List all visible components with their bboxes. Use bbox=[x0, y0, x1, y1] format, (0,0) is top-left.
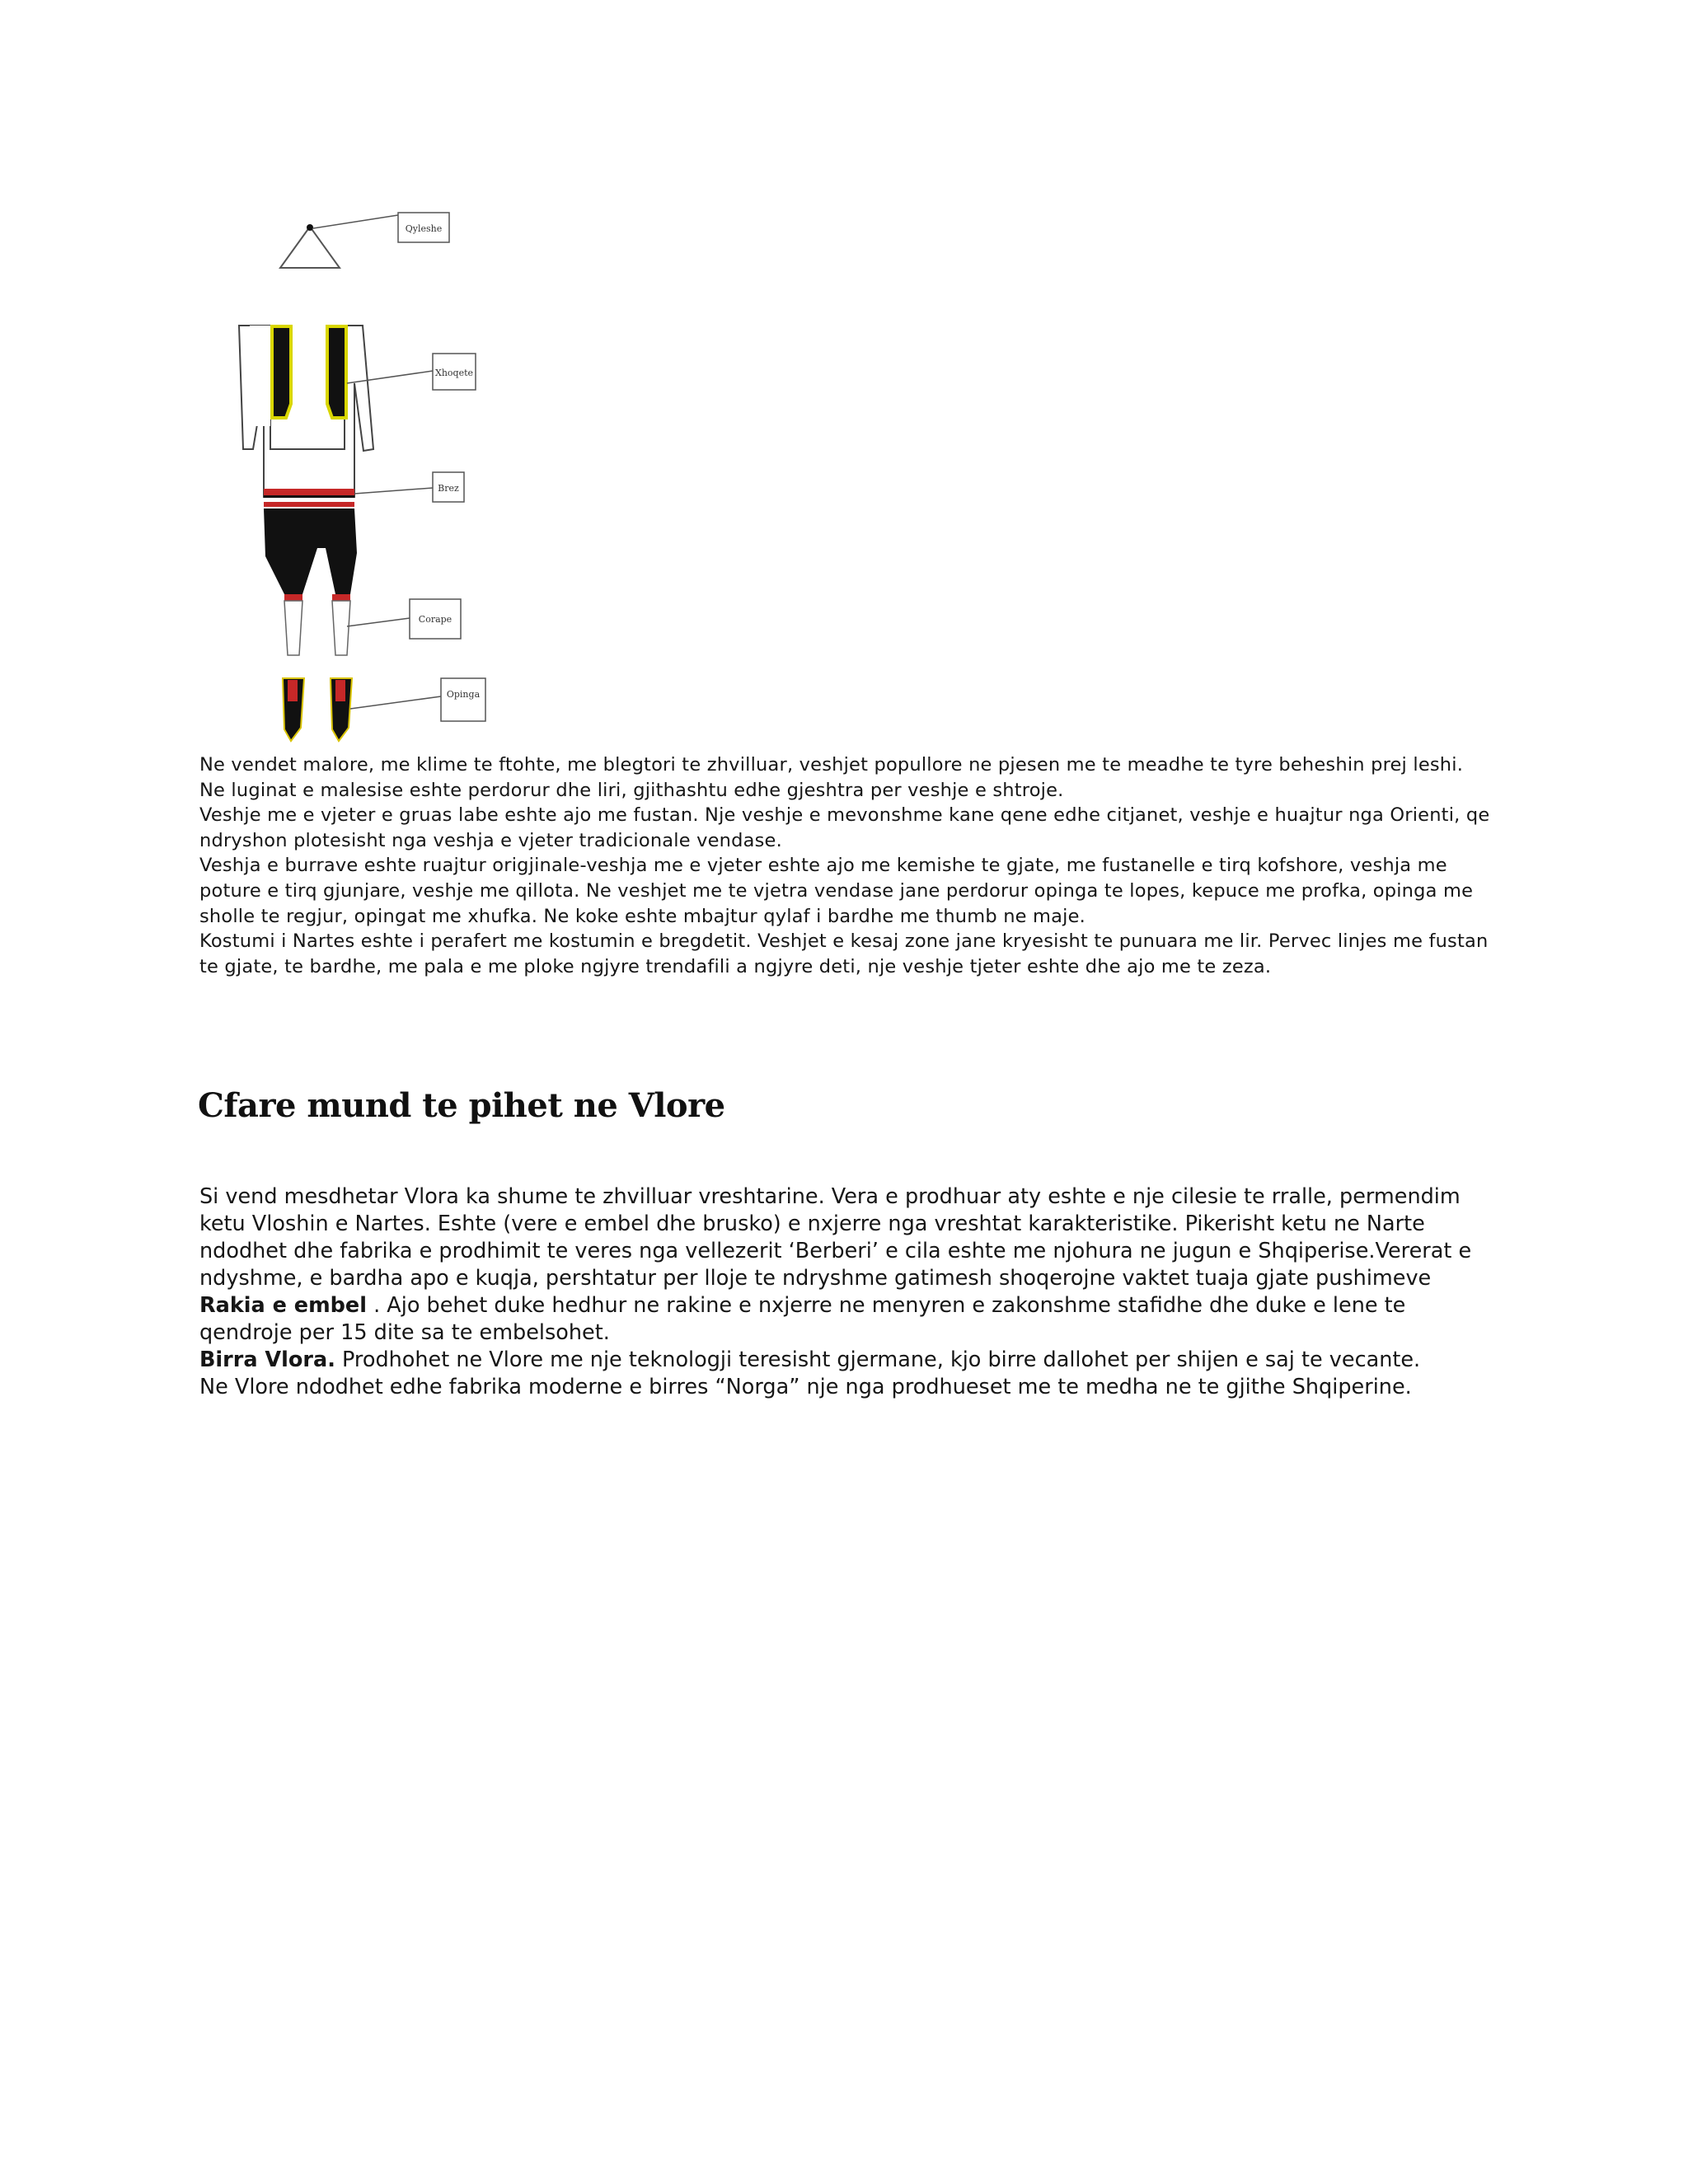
belt-shape bbox=[264, 489, 354, 507]
label-corape: Corape bbox=[418, 614, 452, 625]
stockings-shape bbox=[284, 601, 350, 655]
drinks-section bbox=[199, 1183, 1493, 1401]
paragraph: Kostumi i Nartes eshte i perafert me kostumin e bregdetit. Veshjet e kesaj zone jane kryesisht te punuara me lir. Pervec linjes me fustan te gjate, te bardhe, me pala e me ploke ngjyre trendafili a ngjyre deti, nje veshje tjeter eshte dhe ajo me te zeza. bbox=[199, 930, 1489, 977]
section-heading: Cfare mund te pihet ne Vlore bbox=[198, 1086, 725, 1125]
label-qyleshe: Qyleshe bbox=[405, 223, 443, 234]
vest-shape bbox=[272, 326, 346, 418]
trousers-shape bbox=[264, 509, 357, 601]
hat-shape bbox=[280, 224, 340, 268]
paragraph: Veshje me e vjeter e gruas labe eshte ajo me fustan. Nje veshje e mevonshme kane qene edhe citjanet, veshje e huajtur nga Orienti, qe ndryshon plotesisht nga veshja e vjeter tradicionale vendase. bbox=[199, 804, 1490, 851]
rakia-text: . Ajo behet duke hedhur ne rakine e nxjerre ne menyren e zakonshme stafidhe dhe duke e lene te qendroje per 15 dite sa te embelsohet. bbox=[199, 1293, 1406, 1345]
birra-term: Birra Vlora. bbox=[199, 1347, 335, 1372]
paragraph: Si vend mesdhetar Vlora ka shume te zhvilluar vreshtarine. Vera e prodhuar aty eshte e nje cilesie te rralle, permendim ketu Vloshin e Nartes. Eshte (vere e embel dhe brusko) e nxjerre nga vreshtat karakteristike. Pikerisht ketu ne Narte ndodhet dhe fabrika e prodhimit te veres nga vellezerit ‘Berberi’ e cila eshte me njohura ne jugun e Shqiperise.Vererat e ndyshme, e bardha apo e kuqja, pershtatur per lloje te ndryshme gatimesh shoqerojne vaktet tuaja gjate pushimeve bbox=[199, 1184, 1472, 1291]
rakia-term: Rakia e embel bbox=[199, 1293, 367, 1318]
costume-diagram bbox=[194, 210, 507, 746]
label-opinga: Opinga bbox=[446, 689, 481, 700]
label-brez: Brez bbox=[438, 483, 459, 494]
shirt-shape bbox=[239, 326, 373, 497]
label-xhoqete: Xhoqete bbox=[434, 368, 474, 378]
opinga-shape bbox=[283, 678, 352, 741]
costume-section bbox=[199, 752, 1493, 979]
birra-paragraph bbox=[199, 1347, 1493, 1374]
paragraph: Ne vendet malore, me klime te ftohte, me blegtori te zhvilluar, veshjet popullore ne pjesen me te meadhe te tyre beheshin prej leshi. Ne luginat e malesise eshte perdorur dhe liri, gjithashtu edhe gjeshtra per veshje e shtroje. bbox=[199, 754, 1464, 801]
birra-text: Prodhohet ne Vlore me nje teknologji teresisht gjermane, kjo birre dallohet per shijen e saj te vecante. bbox=[335, 1347, 1421, 1372]
paragraph: Veshja e burrave eshte ruajtur origjinale-veshja me e vjeter eshte ajo me kemishe te gjate, me fustanelle e tirq kofshore, veshja me poture e tirq gjunjare, veshje me qillota. Ne veshjet me te vjetra vendase jane perdorur opinga te lopes, kepuce me profka, opinga me sholle te regjur, opingat me xhufka. Ne koke eshte mbajtur qylaf i bardhe me thumb ne maje. bbox=[199, 855, 1474, 927]
costume-diagram-svg bbox=[194, 210, 507, 746]
rakia-paragraph bbox=[199, 1292, 1493, 1347]
paragraph: Ne Vlore ndodhet edhe fabrika moderne e birres “Norga” nje nga prodhueset me te medha ne te gjithe Shqiperine. bbox=[199, 1375, 1412, 1399]
